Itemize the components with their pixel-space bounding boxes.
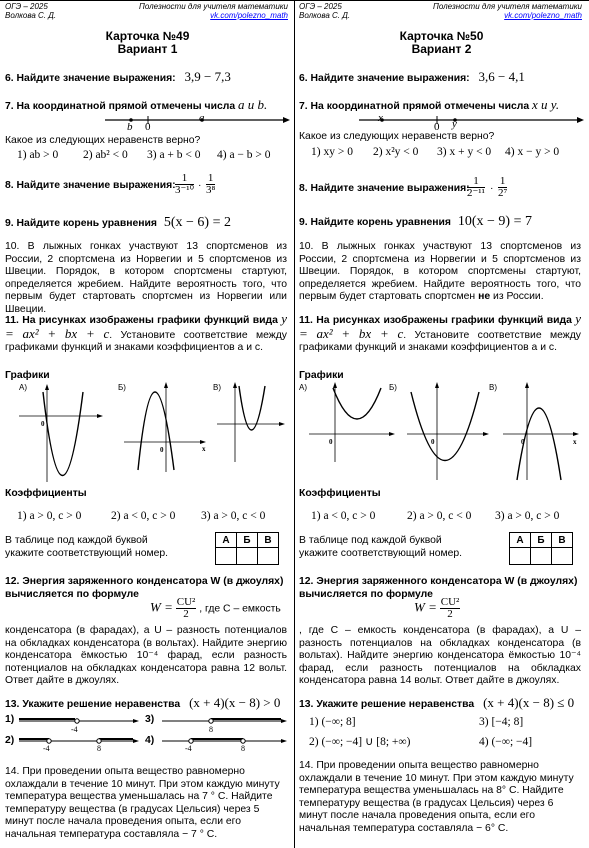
q11-text: 11. На рисунках изображены графики функций вида (299, 315, 572, 326)
q8-fraction-1 (175, 173, 194, 196)
coef-option-3: 3) a > 0, c < 0 (201, 510, 266, 522)
graph-c-label: В) (213, 383, 221, 392)
column-divider (294, 0, 295, 848)
q12-formula-lhs: W = (414, 599, 437, 615)
table-hint: В таблице под каждой буквой укажите соответствующий номер. (5, 535, 169, 559)
q7-option-3: 3) a + b < 0 (147, 149, 201, 161)
question-8 (5, 180, 176, 193)
graph-b (118, 384, 208, 474)
question-9 (299, 216, 532, 230)
exam-label: ОГЭ – 2025 (5, 2, 48, 11)
graph-b-label: Б) (389, 383, 397, 392)
q8-f1-num: 1 (467, 176, 485, 188)
question-10: 10. В лыжных гонках участвуют 13 спортсменов из России, 2 спортсмена из Норвегии и 5 спортсменов из Швеции. Порядок, в котором спортсмены стартуют, определяется жребием. Найдите вероятность того, что первым будет стартовать спортсмен из Норвегии или Швеции. (5, 241, 287, 315)
answer-col-b: Б (531, 533, 552, 548)
q12-den: 2 (183, 608, 189, 620)
q8-dot: · (198, 180, 202, 191)
svg-text:-4: -4 (71, 725, 78, 734)
svg-text:8: 8 (209, 725, 213, 734)
q8-f2-num: 1 (207, 172, 214, 184)
svg-text:0: 0 (329, 438, 333, 446)
q13-option-3-label: 3) (145, 714, 155, 725)
q10-text: 10. В лыжных гонках участвуют 13 спортсменов из России, 2 спортсмена из Норвегии и 5 спортсменов из Швеции. Порядок, в котором спортсмены стартуют, определяется жребием. Найдите вероятность того, что первым будет стартовать спортсмен (299, 241, 581, 302)
q11-rest: . Установите соответствие между графиками функций и знаками коэффициентов a и c. (5, 329, 287, 353)
q6-text: 6. Найдите значение выражения: (5, 73, 176, 84)
coefficients-heading: Коэффициенты (299, 488, 381, 499)
graphs-heading: Графики (299, 370, 344, 381)
svg-text:x: x (573, 438, 577, 446)
q8-text: 8. Найдите значение выражения: (5, 180, 176, 191)
q10-emphasis: не (478, 291, 491, 302)
q8-fraction-2 (206, 173, 215, 196)
q13-expression: (x + 4)(x − 8) > 0 (189, 695, 281, 710)
svg-text:8: 8 (97, 744, 101, 753)
q12-text: 12. Энергия заряженного конденсатора W (в джоулях) вычисляется по формуле (5, 576, 284, 600)
q7-option-1: 1) xy > 0 (311, 146, 353, 158)
card-50 (299, 0, 584, 848)
q13-text: 13. Укажите решение неравенства (299, 699, 475, 710)
answer-cell-b[interactable] (237, 548, 258, 565)
q7-axis-b: b (127, 121, 133, 133)
answer-cell-c[interactable] (552, 548, 573, 565)
q12-text: 12. Энергия заряженного конденсатора W (в джоулях) вычисляется по формуле (299, 576, 578, 600)
header-link[interactable]: vk.com/polezno_math (504, 11, 582, 20)
question-13 (5, 697, 280, 712)
answer-cell-b[interactable] (531, 548, 552, 565)
exam-label: ОГЭ – 2025 (299, 2, 342, 11)
q11-text: 11. На рисунках изображены графики функций вида (5, 315, 278, 326)
q8-f1-den: 2⁻¹¹ (467, 187, 485, 199)
q13-option-1-label: 1) (5, 714, 15, 725)
q6-text: 6. Найдите значение выражения: (299, 73, 470, 84)
coef-option-2: 2) a > 0, c < 0 (407, 510, 472, 522)
header-link[interactable]: vk.com/polezno_math (210, 11, 288, 20)
q13-option-4-label: 4) (145, 735, 155, 746)
q13-number-lines (19, 714, 289, 754)
q6-expression: 3,6 − 4,1 (478, 69, 525, 84)
q13-option-3: 3) [−4; 8] (479, 716, 524, 728)
q13-option-2: 2) (−∞; −4] ∪ [8; +∞) (309, 736, 411, 748)
q9-text: 9. Найдите корень уравнения (299, 217, 451, 228)
author-label: Волкова С. Д. (299, 11, 351, 20)
q13-option-2-label: 2) (5, 735, 15, 746)
q7-option-4: 4) a − b > 0 (217, 149, 271, 161)
question-14: 14. При проведении опыта вещество равномерно охлаждали в течение 10 минут. При этом каждую минуту температура вещества уменьшалась на 7 ° С. Найдите температуру вещества (в градусах Цельсия) через 5 минут после начала проведения опыта, если его начальная температура составляла − 7 ° С. (5, 766, 280, 840)
answer-col-c: В (258, 533, 279, 548)
graph-c (499, 384, 584, 484)
q8-f2-num: 1 (499, 175, 506, 187)
q12-formula (414, 597, 460, 620)
coef-option-2: 2) a < 0, c > 0 (111, 510, 176, 522)
question-14: 14. При проведении опыта вещество равномерно охлаждали в течение 10 минут. При этом каждую минуту температура вещества уменьшалась на 8° С. Найдите температуру вещества (в градусах Цельсия) через 6 минут после начала проведения опыта, если его начальная температура составляла − 6° С. (299, 760, 574, 834)
coefficients-heading: Коэффициенты (5, 488, 87, 499)
q7-axis-y: y (452, 118, 457, 130)
question-6 (299, 71, 525, 86)
q8-f2-den: 3⁸ (206, 184, 216, 196)
svg-text:0: 0 (431, 438, 435, 446)
svg-text:8: 8 (241, 744, 245, 753)
coef-option-1: 1) a > 0, c > 0 (17, 510, 82, 522)
q7-vars: a и b. (238, 97, 268, 112)
svg-text:-4: -4 (43, 744, 50, 753)
q10-end: из России. (493, 291, 544, 302)
card-title: Карточка №50 (399, 29, 484, 43)
q8-f2-den: 2⁷ (498, 187, 508, 199)
question-8 (299, 183, 470, 196)
graph-a (309, 384, 399, 464)
q7-option-1: 1) ab > 0 (17, 149, 59, 161)
q8-fraction-2 (498, 176, 507, 199)
q12-fraction (176, 597, 197, 620)
svg-text:0: 0 (521, 438, 525, 446)
q7-option-4: 4) x − y > 0 (505, 146, 560, 158)
q7-option-2: 2) ab² < 0 (83, 149, 128, 161)
graph-a-label: А) (19, 383, 27, 392)
answer-table (215, 532, 279, 565)
card-49 (5, 0, 290, 848)
coef-option-1: 1) a < 0, c > 0 (311, 510, 376, 522)
card-title: Карточка №49 (105, 29, 190, 43)
graph-a (19, 384, 104, 484)
svg-text:0: 0 (41, 420, 45, 428)
q9-expression: 5(x − 6) = 2 (163, 215, 231, 230)
q8-f1-num: 1 (175, 173, 194, 185)
q12-fraction (440, 597, 461, 620)
graph-c (213, 384, 288, 464)
svg-text:x: x (202, 445, 206, 453)
q12-body: , где C – емкость конденсатора (в фарадах), а U – разность потенциалов на обкладках конденсатора (в вольтах). Найдите энергию конденсатора ёмкостью 10⁻⁴ фарад, если разность потенциалов на обкладках конденсатора равна 14 вольт. Ответ дайте в джоулях. (299, 625, 581, 686)
q7-axis-a: a (199, 112, 205, 124)
q9-text: 9. Найдите корень уравнения (5, 218, 157, 229)
q12-body: конденсатора (в фарадах), а U – разность потенциалов на обкладках конденсатора (в вольтах). Найдите энергию конденсатора ёмкостью 10⁻⁴ фарад, если разность потенциалов на обкладках конденсатора равна 12 вольт. Ответ дайте в джоулях. (5, 625, 287, 686)
q13-expression: (x + 4)(x − 8) ≤ 0 (483, 695, 575, 710)
q6-expression: 3,9 − 7,3 (184, 69, 231, 84)
question-11 (299, 313, 581, 355)
answer-col-b: Б (237, 533, 258, 548)
header-subtitle: Полезности для учителя математики (139, 2, 288, 11)
svg-text:-4: -4 (185, 744, 192, 753)
question-9 (5, 217, 231, 231)
q8-dot: · (490, 183, 494, 194)
question-6 (5, 71, 231, 86)
graph-a-label: А) (299, 383, 307, 392)
question-13 (299, 697, 574, 712)
graphs-heading: Графики (5, 370, 50, 381)
q12-formula (150, 597, 281, 620)
q13-option-4: 4) (−∞; −4] (479, 736, 533, 748)
q8-fraction-1 (467, 176, 485, 199)
svg-text:0: 0 (160, 446, 164, 454)
header-subtitle: Полезности для учителя математики (433, 2, 582, 11)
q8-text: 8. Найдите значение выражения: (299, 183, 470, 194)
q11-expression: y = ax² + bx + c (5, 311, 288, 341)
coef-option-3: 3) a > 0, c > 0 (495, 510, 560, 522)
q7-option-3: 3) x + y < 0 (437, 146, 492, 158)
q11-rest: . Установите соответствие между графиками функций и знаками коэффициентов a и c. (299, 329, 581, 353)
q7-option-2: 2) x²y < 0 (373, 146, 419, 158)
graph-b-label: Б) (118, 383, 126, 392)
variant-title: Вариант 2 (411, 42, 472, 56)
answer-cell-c[interactable] (258, 548, 279, 565)
q7-axis-x: x (378, 112, 383, 124)
q7-question: Какое из следующих неравенств верно? (299, 131, 495, 142)
q7-axis-zero: 0 (434, 121, 440, 133)
answer-cell-a[interactable] (216, 548, 237, 565)
answer-col-c: В (552, 533, 573, 548)
answer-col-a: А (216, 533, 237, 548)
table-hint: В таблице под каждой буквой укажите соответствующий номер. (299, 535, 463, 559)
q12-den: 2 (447, 608, 453, 620)
q12-num: CU² (440, 596, 460, 608)
q7-question: Какое из следующих неравенств верно? (5, 135, 201, 146)
q7-text: 7. На координатной прямой отмечены числа (5, 101, 236, 112)
author-label: Волкова С. Д. (5, 11, 57, 20)
answer-col-a: А (510, 533, 531, 548)
q12-formula-lhs: W = (150, 599, 173, 615)
question-11 (5, 313, 287, 355)
q8-f1-den: 3⁻¹⁰ (175, 184, 195, 196)
q7-axis-zero: 0 (145, 121, 151, 133)
q11-expression: y = ax² + bx + c (299, 311, 582, 341)
q9-expression: 10(x − 9) = 7 (457, 214, 532, 229)
q12-where: , где C – емкость (199, 603, 281, 615)
q7-text: 7. На координатной прямой отмечены числа (299, 101, 530, 112)
question-10 (299, 241, 581, 304)
variant-title: Вариант 1 (117, 42, 178, 56)
q13-text: 13. Укажите решение неравенства (5, 699, 181, 710)
q12-num: CU² (176, 596, 196, 608)
q7-vars: x и y. (532, 97, 560, 112)
graph-b (407, 384, 492, 484)
q13-option-1: 1) (−∞; 8] (309, 716, 356, 728)
answer-table (509, 532, 573, 565)
answer-cell-a[interactable] (510, 548, 531, 565)
graph-c-label: В) (489, 383, 497, 392)
